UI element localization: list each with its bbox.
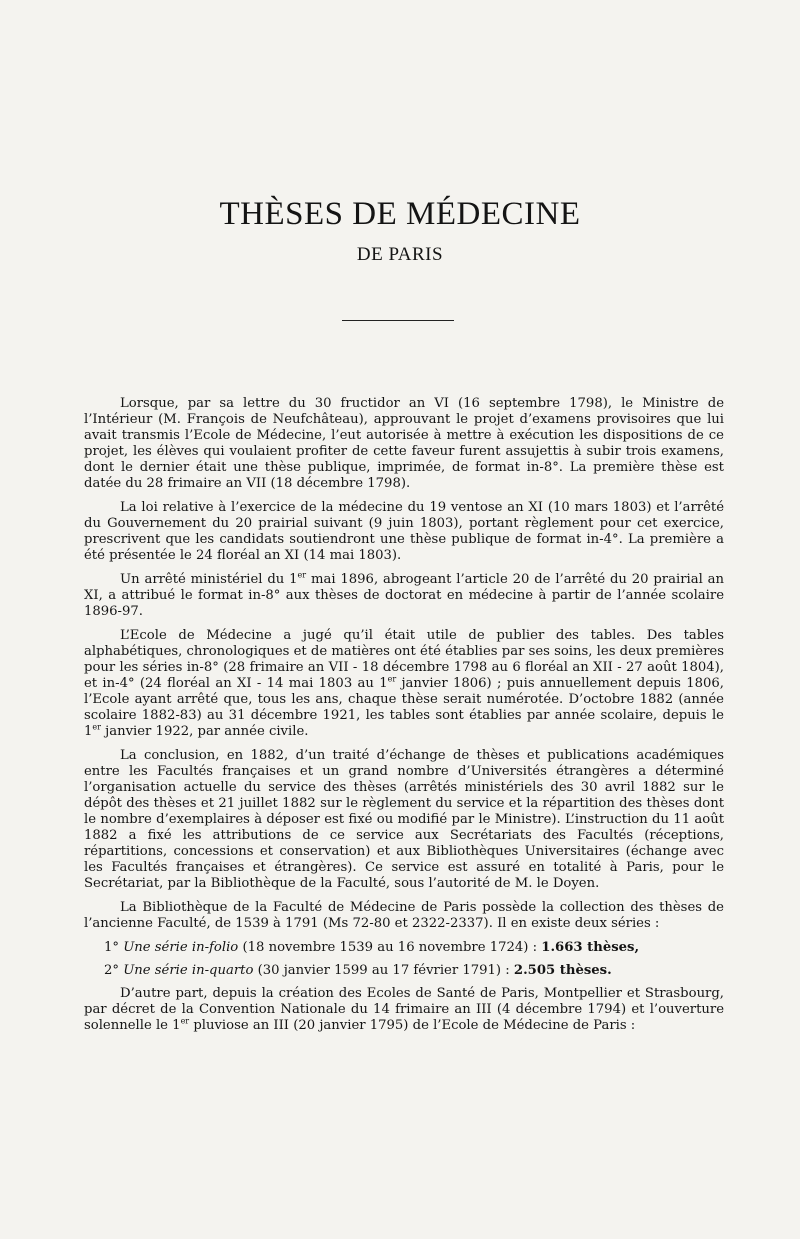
paragraph-2: La loi relative à l’exercice de la médecine du 19 ventose an XI (10 mars 1803) et l’arrêté du Gouvernement du 20 prairial suivant (9 juin 1803), portant règlement pour cet exercice, prescrivent que les candidats soutiendront une thèse publique de format in-4°. La première a été présentée le 24 floréal an XI (14 mai 1803). <box>84 500 724 563</box>
paragraph-5: La conclusion, en 1882, d’un traité d’échange de thèses et publications académiques entre les Facultés françaises et un grand nombre d’Universités étrangères a déterminé l’organisation actuelle du service des thèses (arrêtés ministériels des 30 avril 1882 sur le dépôt des thèses et 21 juillet 1882 sur le règlement du service et la répartition des thèses dont le nombre d’exemplaires à déposer est fixé ou modifié par le Ministre). L’instruction du 11 août 1882 a fixé les attributions de ce service aux Secrétariats des Facultés (réceptions, répartitions, concessions et conservation) et aux Bibliothèques Universitaires (échange avec les Facultés françaises et étrangères). Ce service est assuré en totalité à Paris, pour le Secrétariat, par la Bibliothèque de la Faculté, sous l’autorité de M. le Doyen. <box>84 748 724 891</box>
series-dates: (30 janvier 1599 au 17 février 1791) : <box>257 963 510 978</box>
document-body <box>84 396 724 1042</box>
series-dates: (18 novembre 1539 au 16 novembre 1724) : <box>242 940 538 955</box>
paragraph-4: L’Ecole de Médecine a jugé qu’il était utile de publier des tables. Des tables alphabétiques, chronologiques et de matières ont été établies par ses soins, les deux premières pour les séries in-8° (28 frimaire an VII - 18 décembre 1798 au 6 floréal an XII - 27 août 1804), et in-4° (24 floréal an XI - 14 mai 1803 au 1er janvier 1806) ; puis annuellement depuis 1806, l’Ecole ayant arrêté que, tous les ans, chaque thèse serait numérotée. D’octobre 1882 (année scolaire 1882-83) au 31 décembre 1921, les tables sont établies par année scolaire, depuis le 1er janvier 1922, par année civile. <box>84 628 724 739</box>
series-number: 2° <box>104 963 119 978</box>
series-count: 1.663 thèses, <box>541 940 640 955</box>
page-title: THÈSES DE MÉDECINE <box>219 196 581 232</box>
paragraph-1: Lorsque, par sa lettre du 30 fructidor an VI (16 septembre 1798), le Ministre de l’Intérieur (M. François de Neufchâteau), approuvant le projet d’examens provisoires que lui avait transmis l’Ecole de Médecine, l’eut autorisée à mettre à exécution les dispositions de ce projet, les élèves qui voulaient profiter de cette faveur furent assujettis à subir trois examens, dont le dernier était une thèse publique, imprimée, de format in-8°. La première thèse est datée du 28 frimaire an VII (18 décembre 1798). <box>84 396 724 491</box>
closing-paragraph: D’autre part, depuis la création des Ecoles de Santé de Paris, Montpellier et Strasbourg, par décret de la Convention Nationale du 14 frimaire an III (4 décembre 1794) et l’ouverture solennelle le 1er pluviose an III (20 janvier 1795) de l’Ecole de Médecine de Paris : <box>84 986 724 1033</box>
paragraph-6: La Bibliothèque de la Faculté de Médecine de Paris possède la collection des thèses de l’ancienne Faculté, de 1539 à 1791 (Ms 72-80 et 2322-2337). Il en existe deux séries : <box>84 900 724 931</box>
series-item-2 <box>84 963 724 979</box>
series-name: Une série in-quarto <box>123 963 254 978</box>
series-name: Une série in-folio <box>123 940 239 955</box>
title-divider <box>342 320 454 321</box>
series-item-1 <box>84 940 724 956</box>
paragraph-3: Un arrêté ministériel du 1er mai 1896, abrogeant l’article 20 de l’arrêté du 20 prairial an XI, a attribué le format in-8° aux thèses de doctorat en médecine à partir de l’année scolaire 1896-97. <box>84 570 724 619</box>
series-number: 1° <box>104 940 119 955</box>
series-count: 2.505 thèses. <box>513 963 612 978</box>
page-subtitle: DE PARIS <box>356 244 444 265</box>
